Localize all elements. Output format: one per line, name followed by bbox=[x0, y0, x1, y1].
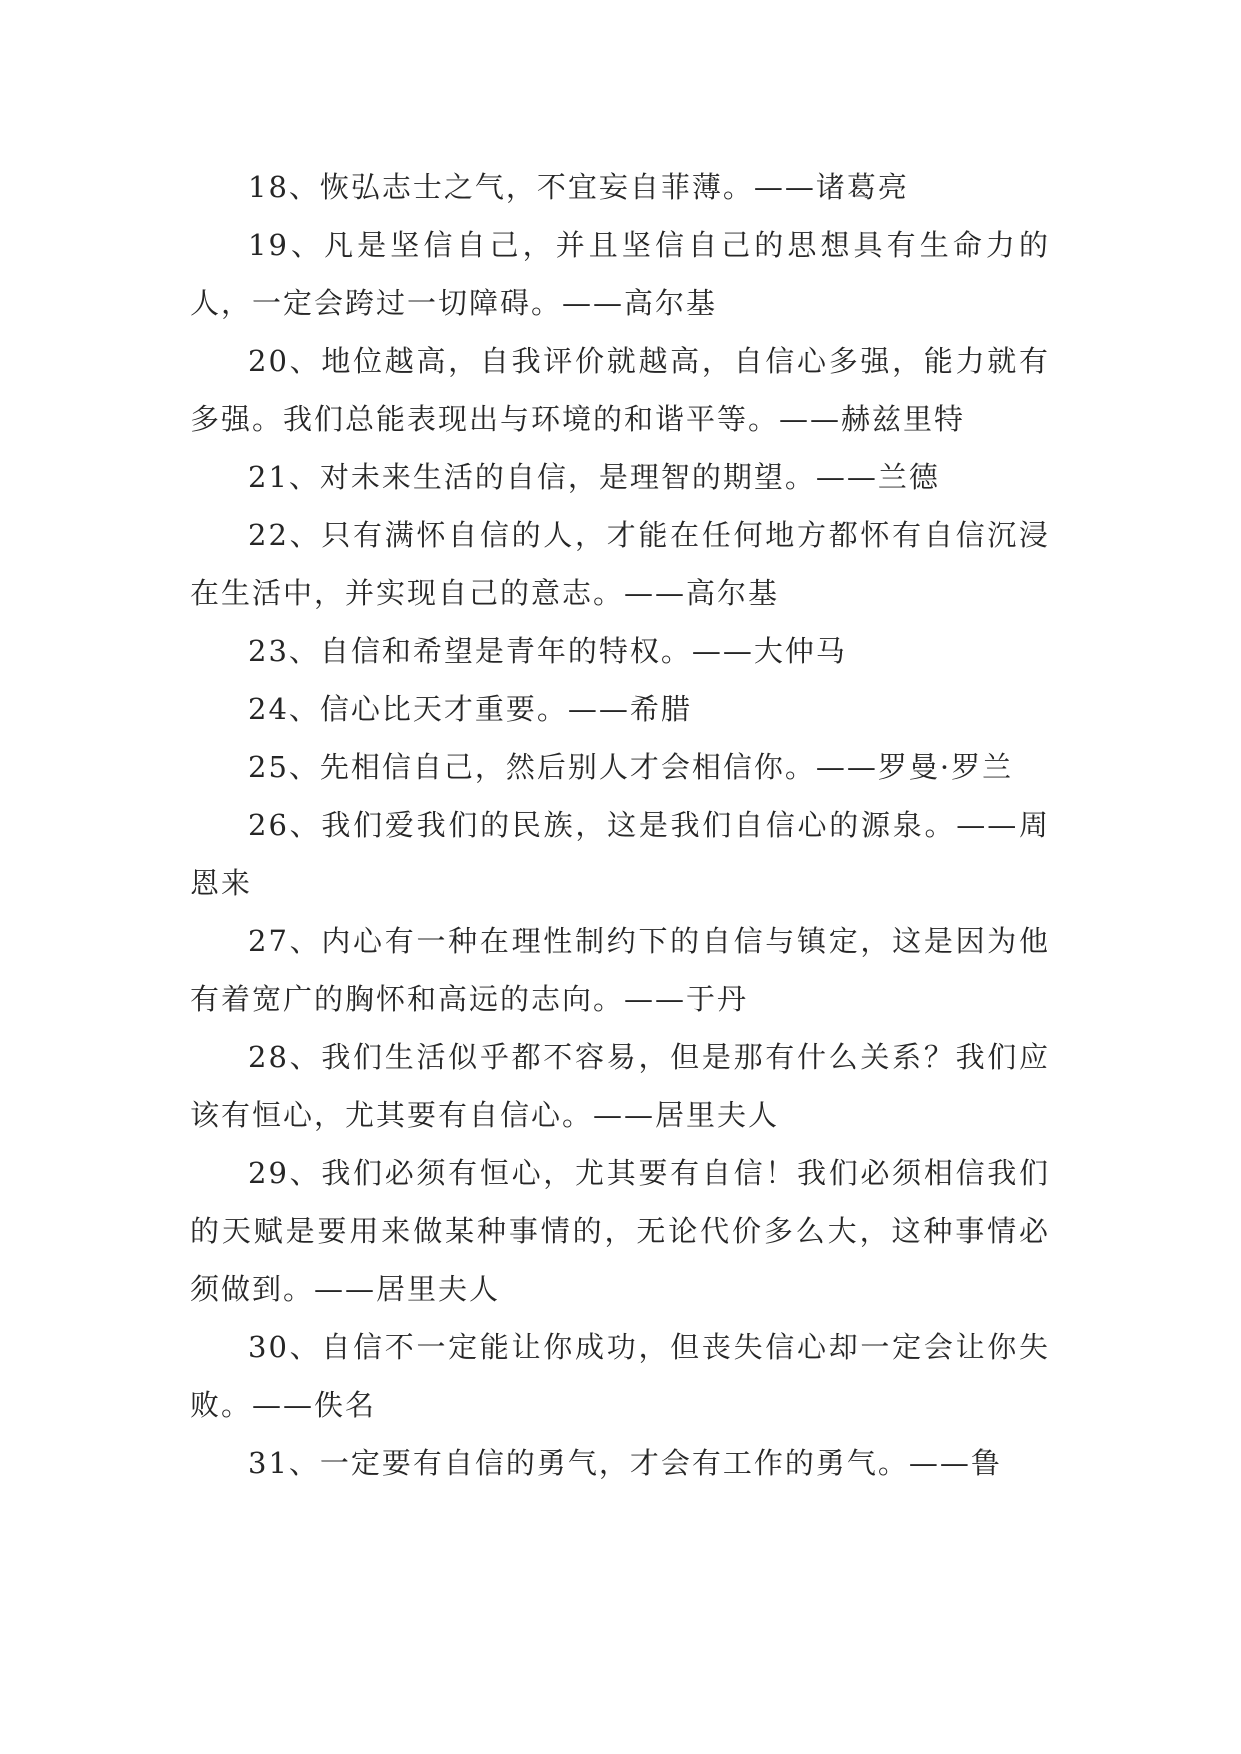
quote-paragraph-21: 21、对未来生活的自信，是理智的期望。——兰德 bbox=[248, 460, 940, 494]
quote-paragraph-29: 29、我们必须有恒心，尤其要有自信！我们必须相信我们的天赋是要用来做某种事情的，无论代价多么大，这种事情必须做到。——居里夫人 bbox=[190, 1156, 1050, 1306]
quote-paragraph-24: 24、信心比天才重要。——希腊 bbox=[248, 692, 692, 726]
quote-paragraph-25: 25、先相信自己，然后别人才会相信你。——罗曼·罗兰 bbox=[248, 750, 1014, 784]
quote-paragraph-23: 23、自信和希望是青年的特权。——大仲马 bbox=[248, 634, 847, 668]
quote-paragraph-31: 31、一定要有自信的勇气，才会有工作的勇气。——鲁 bbox=[248, 1446, 1002, 1480]
quote-paragraph-18: 18、恢弘志士之气，不宜妄自菲薄。——诸葛亮 bbox=[248, 170, 909, 204]
document-body bbox=[190, 158, 1050, 1492]
quote-paragraph-28: 28、我们生活似乎都不容易，但是那有什么关系？我们应该有恒心，尤其要有自信心。——居里夫人 bbox=[190, 1040, 1050, 1132]
quote-paragraph-22: 22、只有满怀自信的人，才能在任何地方都怀有自信沉浸在生活中，并实现自己的意志。——高尔基 bbox=[190, 518, 1050, 610]
quote-paragraph-19: 19、凡是坚信自己，并且坚信自己的思想具有生命力的人，一定会跨过一切障碍。——高尔基 bbox=[190, 228, 1050, 320]
quote-paragraph-26: 26、我们爱我们的民族，这是我们自信心的源泉。——周恩来 bbox=[190, 808, 1050, 900]
quote-paragraph-27: 27、内心有一种在理性制约下的自信与镇定，这是因为他有着宽广的胸怀和高远的志向。——于丹 bbox=[190, 924, 1050, 1016]
quote-paragraph-30: 30、自信不一定能让你成功，但丧失信心却一定会让你失败。——佚名 bbox=[190, 1330, 1050, 1422]
quote-paragraph-20: 20、地位越高，自我评价就越高，自信心多强，能力就有多强。我们总能表现出与环境的和谐平等。——赫兹里特 bbox=[190, 344, 1050, 436]
